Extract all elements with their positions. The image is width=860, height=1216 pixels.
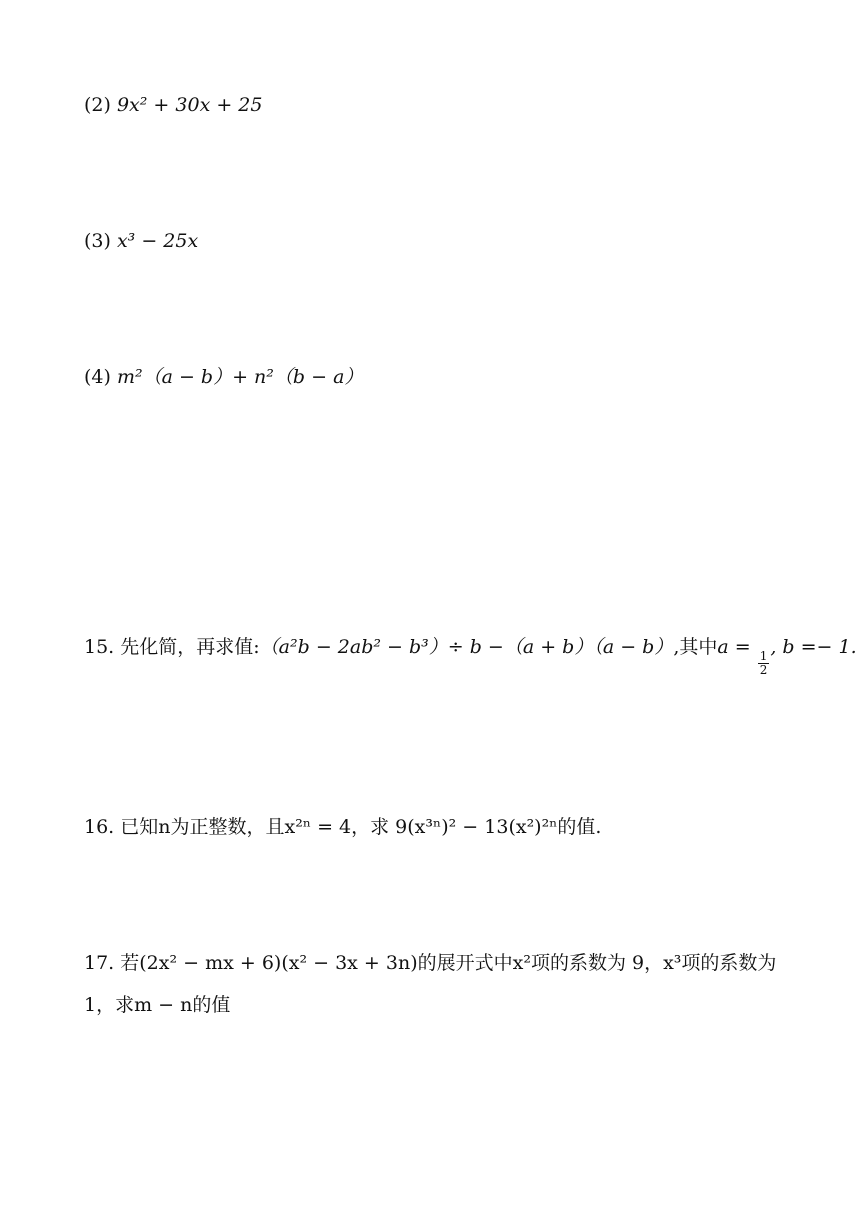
item-4-expression: m²（a − b）+ n²（b − a） xyxy=(116,366,364,388)
question-17-number: 17. xyxy=(84,952,115,974)
item-4-label: (4) xyxy=(84,366,111,388)
item-2-expression: 9x² + 30x + 25 xyxy=(116,94,263,116)
question-16 xyxy=(84,812,601,842)
item-3 xyxy=(84,226,198,256)
question-16-number: 16. xyxy=(84,816,115,838)
item-3-expression: x³ − 25x xyxy=(116,230,199,252)
question-15-expression: （a²b − 2ab² − b³）÷ b −（a + b）（a − b） xyxy=(259,636,674,658)
question-15-instruction: 先化简，再求值: xyxy=(120,636,260,658)
fraction-denominator: 2 xyxy=(759,663,768,677)
item-3-label: (3) xyxy=(84,230,111,252)
question-16-text: 已知n为正整数，且x²ⁿ = 4，求 9(x³ⁿ)² − 13(x²)²ⁿ的值. xyxy=(120,816,602,838)
question-17-line-2 xyxy=(84,990,230,1020)
question-15 xyxy=(84,632,857,677)
item-2-label: (2) xyxy=(84,94,111,116)
question-15-b-eq: , b =− 1. xyxy=(770,636,857,658)
question-15-a-eq: a = xyxy=(717,636,751,658)
question-15-where: ,其中 xyxy=(673,636,718,658)
question-15-number: 15. xyxy=(84,636,115,658)
fraction-numerator: 1 xyxy=(759,649,768,663)
item-4 xyxy=(84,362,363,392)
question-15-fraction xyxy=(758,650,770,677)
question-17-line-1 xyxy=(84,948,776,978)
item-2 xyxy=(84,90,262,120)
question-17-text-line-2: 1，求m − n的值 xyxy=(84,994,231,1016)
question-17-text-line-1: 若(2x² − mx + 6)(x² − 3x + 3n)的展开式中x²项的系数为 9，x³项的系数为 xyxy=(120,952,777,974)
